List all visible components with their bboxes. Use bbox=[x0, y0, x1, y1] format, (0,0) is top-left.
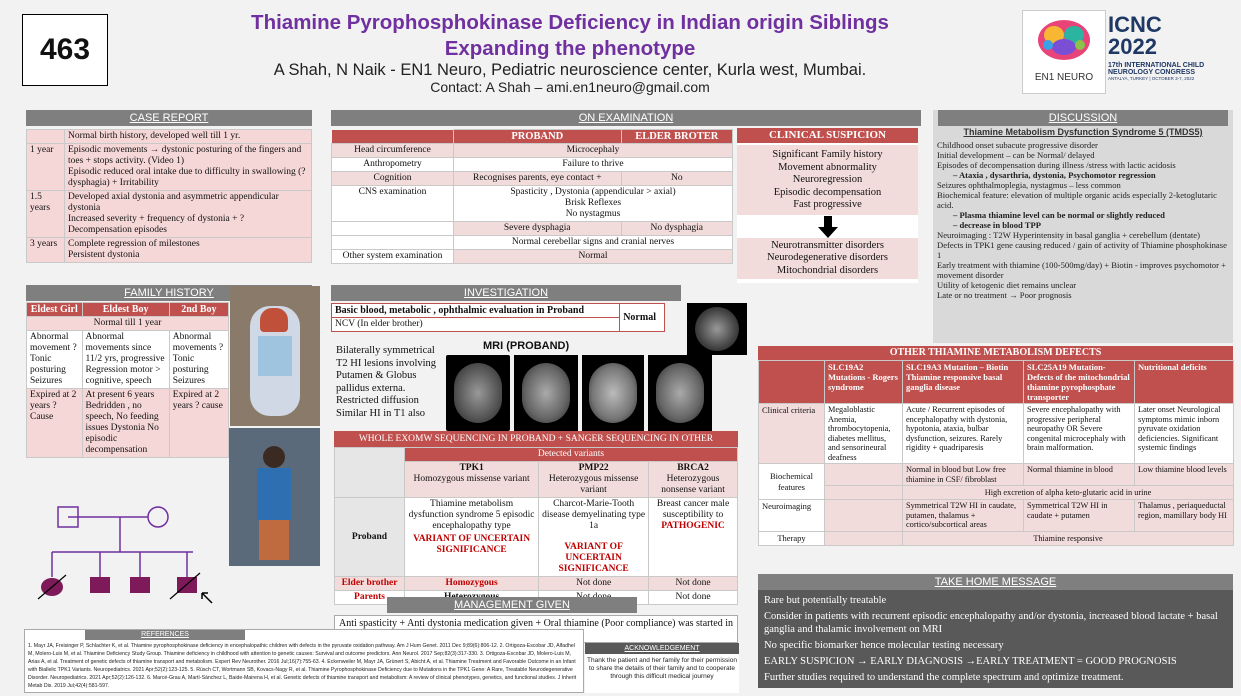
poster-id-box: 463 bbox=[22, 14, 108, 86]
take-home-section bbox=[758, 574, 1233, 688]
wes-table bbox=[334, 447, 738, 605]
elder-cell: Not done bbox=[539, 577, 649, 591]
table-row bbox=[335, 577, 738, 591]
gene-type: Heterozygous nonsense variant bbox=[661, 474, 725, 495]
defect-cell bbox=[825, 464, 903, 486]
en1-logo bbox=[1022, 10, 1106, 94]
exam-value: Failure to thrive bbox=[454, 158, 733, 172]
defect-span: High excretion of alpha keto-glutaric acid in urine bbox=[903, 486, 1234, 500]
mri-description bbox=[336, 345, 444, 420]
gene-brca2 bbox=[649, 462, 738, 498]
exam-label: Other system examination bbox=[332, 250, 454, 264]
other-defects-section bbox=[758, 346, 1233, 546]
table-row bbox=[332, 222, 733, 236]
outcome-item: Neurotransmitter disorders bbox=[771, 239, 884, 251]
gene-type: Homozygous missense variant bbox=[413, 474, 530, 484]
mri-image bbox=[648, 355, 712, 431]
suspicion-list bbox=[737, 145, 918, 215]
defect-cell: Normal thiamine in blood bbox=[1024, 464, 1135, 486]
table-row bbox=[27, 303, 229, 317]
defect-cell: Symmetrical T2W HI in caudate, putamen, thalamus + cortico/subcortical areas bbox=[903, 500, 1024, 532]
exam-value: Normal cerebellar signs and cranial nerves bbox=[454, 236, 733, 250]
acknowledgement-section bbox=[585, 643, 739, 693]
references-section bbox=[24, 629, 584, 693]
elder-label: Elder brother bbox=[335, 577, 405, 591]
icnc-sub1: 17th INTERNATIONAL CHILD bbox=[1108, 62, 1205, 69]
gene-tpk1 bbox=[405, 462, 539, 498]
table-row bbox=[27, 191, 312, 238]
table-row bbox=[27, 317, 229, 331]
icnc-logo bbox=[1108, 14, 1233, 98]
exam-proband: Severe dysphagia bbox=[454, 222, 622, 236]
eldest-boy-symbol bbox=[90, 577, 110, 593]
defect-span: Thiamine responsive bbox=[903, 531, 1234, 545]
gene-type: Heterozygous missense variant bbox=[548, 474, 639, 495]
row-label: Clinical criteria bbox=[759, 404, 825, 464]
wes-detected: Detected variants bbox=[405, 448, 738, 462]
suspicion-item: Significant Family history bbox=[772, 149, 883, 160]
down-arrow-icon bbox=[818, 216, 838, 238]
discussion-line: Neuroimaging : T2W Hyperintensity in basal ganglia + cerebellum (dentate) bbox=[937, 230, 1200, 240]
exam-elder: No dysphagia bbox=[621, 222, 732, 236]
table-row bbox=[27, 144, 312, 191]
table-row bbox=[759, 531, 1234, 545]
table-row bbox=[27, 238, 312, 263]
case-report-header: CASE REPORT bbox=[26, 110, 312, 126]
exam-value: Spasticity , Dystonia (appendicular > axial) Brisk Reflexes No nystagmus bbox=[454, 186, 733, 222]
discussion-section bbox=[933, 110, 1233, 343]
authors: A Shah, N Naik - EN1 Neuro, Pediatric neuroscience center, Kurla west, Mumbai. bbox=[273, 61, 867, 79]
case-text: Developed axial dystonia and asymmetric appendicular dystonia Increased severity + frequency of dystonia + ? Decompensation episodes bbox=[65, 191, 312, 238]
mri-text: Bilaterally symmetrical T2 HI lesions involving Putamen & Globus pallidus externa. bbox=[336, 345, 437, 394]
second-row2: Expired at 2 years ? cause bbox=[169, 389, 228, 458]
age-cell bbox=[27, 130, 65, 144]
table-row bbox=[27, 389, 229, 458]
icnc-sub2: NEUROLOGY CONGRESS bbox=[1108, 69, 1195, 76]
col-second-boy: 2nd Boy bbox=[169, 303, 228, 317]
exam-label bbox=[332, 236, 454, 250]
discussion-line: Early treatment with thiamine (100-500mg/day) + Biotin - improves psychomotor + movement disorder bbox=[937, 260, 1226, 280]
defect-cell: Megaloblastic Anemia, thrombocytopenia, diabetes mellitus, and sensorineural deafness bbox=[825, 404, 903, 464]
elder-cell: Not done bbox=[649, 577, 738, 591]
elder-cell: Homozygous bbox=[405, 577, 539, 591]
variant-desc: Charcot-Marie-Tooth disease demyelinating type 1a bbox=[542, 499, 646, 531]
proband-arrow-icon bbox=[202, 593, 212, 603]
row-label: Neuroimaging bbox=[759, 500, 825, 532]
col-eldest-boy: Eldest Boy bbox=[82, 303, 169, 317]
take-home-body bbox=[758, 590, 1233, 688]
discussion-line: Initial development – can be Normal/ delayed bbox=[937, 150, 1095, 160]
exam-value: Microcephaly bbox=[454, 144, 733, 158]
col-eldest-girl: Eldest Girl bbox=[27, 303, 83, 317]
other-defects-table bbox=[758, 360, 1234, 546]
defect-cell: Acute / Recurrent episodes of encephalopathy with dystonia, hypotonia, ataxia, bulbar dysfunction, seizures. Rarely rigidity + quadriparesis bbox=[903, 404, 1024, 464]
other-defects-header: OTHER THIAMINE METABOLISM DEFECTS bbox=[758, 346, 1233, 360]
mri-text: Restricted diffusion bbox=[336, 395, 419, 406]
mri-image bbox=[582, 355, 644, 431]
table-row bbox=[332, 250, 733, 264]
girl-row2: Expired at 2 years ? Cause bbox=[27, 389, 83, 458]
discussion-line: Childhood onset subacute progressive disorder bbox=[937, 140, 1098, 150]
variant-class: VARIANT OF UNCERTAIN SIGNIFICANCE bbox=[413, 534, 531, 555]
discussion-line: Episodes of decompensation during illness /stress with lactic acidosis bbox=[937, 160, 1176, 170]
defect-cell: Low thiamine blood levels bbox=[1135, 464, 1234, 486]
discussion-line: Biochemical feature: elevation of multiple organic acids especially 2-ketoglutaric acid. bbox=[937, 190, 1217, 210]
examination-header: ON EXAMINATION bbox=[331, 110, 921, 126]
col-slc19a3: SLC19A3 Mutation – Biotin Thiamine responsive basal ganglia disease bbox=[903, 361, 1024, 404]
take-home-header: TAKE HOME MESSAGE bbox=[758, 574, 1233, 590]
title-line-2: Expanding the phenotype bbox=[444, 37, 696, 60]
investigation-result: Normal bbox=[620, 304, 665, 332]
table-row bbox=[759, 404, 1234, 464]
investigation-label: NCV (In elder brother) bbox=[332, 318, 620, 332]
investigation-label: Basic blood, metabolic , ophthalmic evaluation in Proband bbox=[332, 304, 620, 318]
proband-cell bbox=[539, 498, 649, 577]
en1-logo-text: EN1 NEURO bbox=[1034, 72, 1094, 83]
suspicion-item: Movement abnormality bbox=[778, 161, 877, 173]
table-row bbox=[335, 448, 738, 462]
exam-elder: No bbox=[621, 172, 732, 186]
variant-desc: Breast cancer male susceptibility to bbox=[656, 499, 730, 520]
row-label: Therapy bbox=[759, 531, 825, 545]
col-nutritional: Nutritional deficits bbox=[1135, 361, 1234, 404]
defect-cell: Thalamus , periaqueductal region, mamillary body HI bbox=[1135, 500, 1234, 532]
proband-cell bbox=[405, 498, 539, 577]
discussion-line: Seizures ophthalmoplegia, nystagmus – less common bbox=[937, 180, 1121, 190]
table-row bbox=[759, 464, 1234, 486]
parents-label: Parents bbox=[335, 591, 405, 605]
discussion-line: – Ataxia , dysarthria, dystonia, Psychomotor regression bbox=[953, 170, 1156, 180]
table-row bbox=[27, 331, 229, 389]
exam-proband: Recognises parents, eye contact + bbox=[454, 172, 622, 186]
discussion-line: – Plasma thiamine level can be normal or slightly reduced bbox=[953, 210, 1165, 220]
defect-cell: Later onset Neurological symptoms mimic inborn pyruvate oxidation deficiencies. Significant systemic findings bbox=[1135, 404, 1234, 464]
case-report-section bbox=[26, 110, 312, 263]
defect-cell: Severe encephalopathy with progressive peripheral neuropathy OR Severe congenital microcephaly with brain malformation. bbox=[1024, 404, 1135, 464]
case-text: Complete regression of milestones Persistent dystonia bbox=[65, 238, 312, 263]
blank-header bbox=[332, 130, 454, 144]
mri-image bbox=[446, 355, 510, 431]
discussion-header: DISCUSSION bbox=[938, 110, 1228, 126]
acknowledgement-text: Thank the patient and her family for their permission to share the details of their family and to cooperate through this difficult medical journey bbox=[587, 657, 737, 680]
twin-symbol bbox=[130, 577, 150, 593]
parents-cell: Not done bbox=[649, 591, 738, 605]
mri-image bbox=[514, 355, 578, 431]
gene-name: BRCA2 bbox=[677, 463, 709, 473]
age-cell: 3 years bbox=[27, 238, 65, 263]
table-row bbox=[332, 186, 733, 222]
col-slc25a19: SLC25A19 Mutation- Defects of the mitochondrial thiamine pyrophosphate transporter bbox=[1024, 361, 1135, 404]
case-report-table bbox=[26, 129, 312, 263]
empty-cell bbox=[825, 486, 903, 500]
mother-symbol bbox=[148, 507, 168, 527]
take-home-line: Rare but potentially treatable bbox=[764, 595, 887, 606]
discussion-line: Late or no treatment → Poor prognosis bbox=[937, 290, 1072, 300]
management-header: MANAGEMENT GIVEN bbox=[387, 597, 637, 613]
case-text: Episodic movements → dystonic posturing of the fingers and toes + stops activity. (Video 1) Episodic reduced oral intake due to difficulty in swallowing (? dysphagia) + Irritability bbox=[65, 144, 312, 191]
variant-desc: Thiamine metabolism dysfunction syndrome 5 episodic encephalopathy type bbox=[408, 499, 535, 531]
child-photo-1 bbox=[230, 286, 320, 426]
proband-cell bbox=[649, 498, 738, 577]
icnc-sub3: ANTALYA, TURKEY | OCTOBER 3-7, 2022 bbox=[1108, 76, 1195, 81]
exam-value: Normal bbox=[454, 250, 733, 264]
table-row bbox=[759, 361, 1234, 404]
suspicion-item: Fast progressive bbox=[793, 199, 862, 210]
age-cell: 1.5 years bbox=[27, 191, 65, 238]
table-row bbox=[27, 130, 312, 144]
col-elder: ELDER BROTER bbox=[621, 130, 732, 144]
discussion-line: Utility of ketogenic diet remains unclear bbox=[937, 280, 1077, 290]
table-row bbox=[332, 158, 733, 172]
second-row1: Abnormal movements ? Tonic posturing Seizures bbox=[169, 331, 228, 389]
proband-label: Proband bbox=[335, 498, 405, 577]
table-row bbox=[332, 130, 733, 144]
investigation-header: INVESTIGATION bbox=[331, 285, 681, 301]
boy-row1: Abnormal movements since 11/2 yrs, progressive Regression motor > cognitive, speech bbox=[82, 331, 169, 389]
table-row bbox=[759, 500, 1234, 532]
table-row bbox=[332, 304, 665, 318]
investigation-table bbox=[331, 303, 665, 332]
gene-pmp22 bbox=[539, 462, 649, 498]
examination-table bbox=[331, 129, 733, 264]
gene-name: TPK1 bbox=[459, 463, 484, 473]
boy-row2: At present 6 years Bedridden , no speech, No feeding issues Dystonia No episodic decompensation bbox=[82, 389, 169, 458]
child-photo-2 bbox=[229, 428, 320, 566]
outcome-list bbox=[737, 238, 918, 280]
gene-name: PMP22 bbox=[578, 463, 609, 473]
defect-cell: Normal in blood but Low free thiamine in CSF/ fibroblast bbox=[903, 464, 1024, 486]
exam-label: Cognition bbox=[332, 172, 454, 186]
discussion-line: Defects in TPK1 gene causing reduced / gain of activity of Thiamine phosphokinase 1 bbox=[937, 240, 1227, 260]
table-row bbox=[332, 318, 665, 332]
defect-cell: Symmetrical T2W HI in caudate + putamen bbox=[1024, 500, 1135, 532]
brain-logo-icon bbox=[1034, 17, 1094, 63]
contact: Contact: A Shah – ami.en1neuro@gmail.com bbox=[430, 79, 710, 95]
clinical-suspicion-header: CLINICAL SUSPICION bbox=[737, 128, 918, 143]
mri-title: MRI (PROBAND) bbox=[483, 340, 570, 352]
table-row bbox=[332, 172, 733, 186]
mri-text: Similar HI in T1 also bbox=[336, 407, 426, 419]
clinical-suspicion-section bbox=[737, 128, 918, 283]
family-history-section bbox=[26, 285, 229, 458]
mri-image-top bbox=[687, 303, 747, 355]
take-home-line: No specific biomarker hence molecular testing necessary bbox=[764, 640, 1004, 651]
normal-till-1yr: Normal till 1 year bbox=[27, 317, 229, 331]
icnc-title: ICNC bbox=[1108, 12, 1162, 37]
variant-class: PATHOGENIC bbox=[661, 521, 725, 531]
discussion-body bbox=[933, 137, 1233, 303]
exam-label: Anthropometry bbox=[332, 158, 454, 172]
wes-header: WHOLE EXOMW SEQUENCING IN PROBAND + SANGER SEQUENCING IN OTHER bbox=[334, 431, 738, 447]
variant-class: VARIANT OF UNCERTAIN SIGNIFICANCE bbox=[558, 542, 629, 574]
references-text: 1. Mayr JA, Freisinger P, Schlachter K, et al. Thiamine pyrophosphokinase deficiency in encephalopathic children with defects in the pyruvate oxidation pathway. Am J Hum Genet. 2011 Dec 9;89(6):806-12. 2. Ortigoza-Escobar JD, Alfadhel M, Molero-Luis M, et al. Thiamine Deficiency Study Group. Thiamine deficiency in childhood with attention to genetic causes: Survival and outcome predictors. Ann Neurol. 2017 Sep;82(3):317-330. 3. Ortigoza-Escobar JD, Molero-Luis M, Arias A, et al. Treatment of genetic defects of thiamine transport and metabolism. Expert Rev Neurother. 2016 Jul;16(7):755-63. 4. Eckenweiler M, Mayr JA, Grünert S, Abicht A, et al. Thiamine Treatment and Favorable Outcome in an Infant with Biallelic TPK1 Variants. Neuropediatrics. 2021 Apr;52(2):123-125. 5. Rüsch CT, Wortmann SB, Kovacs-Nagy R, et al. Thiamine Pyrophosphokinase Deficiency due to Mutations in the TPK1 Gene: A Rare, Treatable Neurodegenerative Disorder. Neuropediatrics. 2021 Apr;52(2):126-132. 6. Marcé-Grau A, Martí-Sánchez L, Baide-Mairena H, et al. Genetic defects of thiamine transport and metabolism: A review of clinical phenotypes, genetics, and functional studies. J Inherit Metab Dis. 2019 Jul;42(4):581-597. bbox=[28, 643, 577, 689]
mri-images bbox=[446, 355, 716, 431]
pedigree-chart bbox=[30, 497, 225, 607]
poster-title bbox=[180, 10, 960, 62]
outcome-item: Mitochondrial disorders bbox=[776, 264, 879, 276]
take-home-line: EARLY SUSPICION → EARLY DIAGNOSIS →EARLY TREATMENT = GOOD PROGNOSIS bbox=[764, 656, 1177, 667]
row-label: Biochemical features bbox=[759, 464, 825, 500]
exam-label: CNS examination bbox=[332, 186, 454, 222]
empty-cell bbox=[825, 531, 903, 545]
table-row bbox=[335, 498, 738, 577]
blank-header bbox=[759, 361, 825, 404]
col-proband: PROBAND bbox=[454, 130, 622, 144]
table-row bbox=[332, 144, 733, 158]
outcome-item: Neurodegenerative disorders bbox=[767, 252, 888, 263]
acknowledgement-header: ACKNOWLEDGEMENT bbox=[585, 643, 739, 654]
discussion-line: – decrease in blood TPP bbox=[953, 220, 1042, 230]
age-cell: 1 year bbox=[27, 144, 65, 191]
girl-row1: Abnormal movement ? Tonic posturing Seizures bbox=[27, 331, 83, 389]
references-header: REFERENCES bbox=[85, 630, 245, 640]
discussion-subtitle: Thiamine Metabolism Dysfunction Syndrome 5 (TMDS5) bbox=[963, 127, 1203, 137]
exam-label: Head circumference bbox=[332, 144, 454, 158]
family-history-header: FAMILY HISTORY bbox=[26, 285, 312, 301]
icnc-year: 2022 bbox=[1108, 34, 1157, 59]
title-line-1: Thiamine Pyrophosphokinase Deficiency in Indian origin Siblings bbox=[251, 11, 889, 34]
defect-cell bbox=[825, 500, 903, 532]
table-row bbox=[759, 486, 1234, 500]
take-home-line: Further studies required to understand the complete spectrum and optimize treatment. bbox=[764, 672, 1124, 683]
investigation-section bbox=[331, 285, 733, 419]
table-row bbox=[332, 236, 733, 250]
case-text: Normal birth history, developed well till 1 yr. bbox=[65, 130, 312, 144]
wes-blank bbox=[335, 448, 405, 498]
management-text: Anti spasticity + Anti dystonia medication given + Oral thiamine (Poor compliance) was started in bbox=[334, 615, 738, 643]
examination-section bbox=[331, 110, 733, 264]
wes-section bbox=[334, 431, 738, 605]
suspicion-item: Neuroregression bbox=[792, 174, 863, 185]
col-slc19a2: SLC19A2 Mutations - Rogers syndrome bbox=[825, 361, 903, 404]
take-home-line: Consider in patients with recurrent episodic encephalopathy and/or dystonia, increased blood lactate + basal ganglia and thalamic involvement on MRI bbox=[764, 611, 1218, 635]
exam-label bbox=[332, 222, 454, 236]
family-history-table bbox=[26, 302, 229, 458]
suspicion-item: Episodic decompensation bbox=[773, 186, 882, 198]
